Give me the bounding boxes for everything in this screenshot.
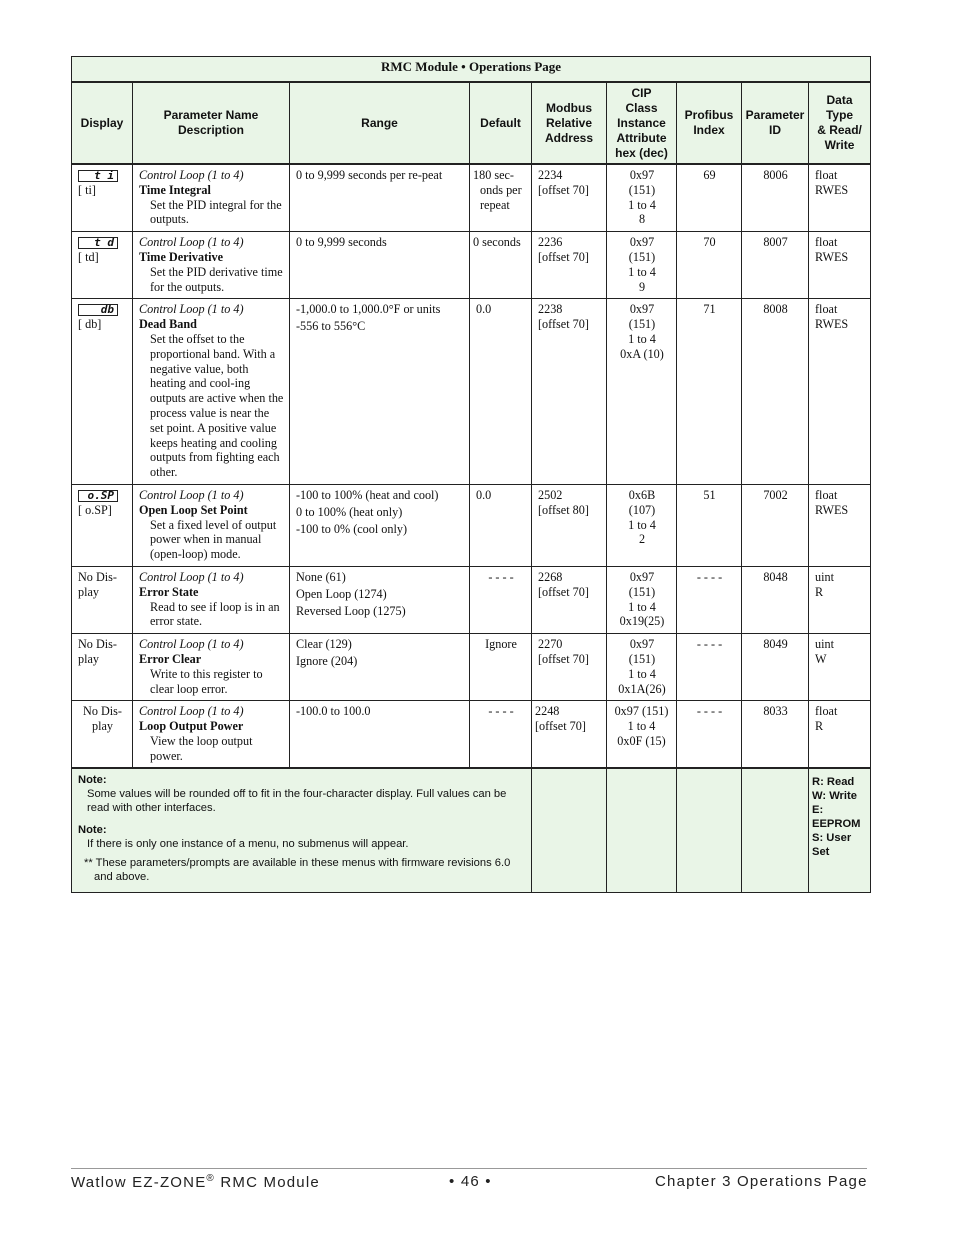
modbus-cell: 2248 [offset 70] xyxy=(532,701,607,769)
profibus-cell: 71 xyxy=(677,299,742,485)
range-cell: None (61) Open Loop (1274) Reversed Loop (1275) xyxy=(290,566,470,633)
cip-cell: 0x97 (151) 1 to 4 9 xyxy=(607,232,677,299)
table-row xyxy=(72,299,871,485)
modbus-cell: 2268 [offset 70] xyxy=(532,566,607,633)
footer-chapter: Chapter 3 Operations Page xyxy=(655,1173,868,1190)
data-type-cell: float RWES xyxy=(809,299,871,485)
data-type-cell: uint W xyxy=(809,634,871,701)
display-cell: t i [ ti] xyxy=(72,164,133,232)
modbus-cell: 2270 [offset 70] xyxy=(532,634,607,701)
default-cell: - - - - xyxy=(470,701,532,769)
range-cell: -100.0 to 100.0 xyxy=(290,701,470,769)
table-row xyxy=(72,566,871,633)
parameter-id-cell: 7002 xyxy=(742,484,809,566)
display-cell: db [ db] xyxy=(72,299,133,485)
modbus-cell: 2238 [offset 70] xyxy=(532,299,607,485)
profibus-cell: 69 xyxy=(677,164,742,232)
profibus-cell: 51 xyxy=(677,484,742,566)
default-cell: - - - - xyxy=(470,566,532,633)
modbus-cell: 2502 [offset 80] xyxy=(532,484,607,566)
header-range: Range xyxy=(290,82,470,164)
note-label: Note: xyxy=(78,774,107,787)
note-text: Some values will be rounded off to fit in the four-character display. Full values can be read with other interfaces. xyxy=(87,788,507,815)
default-cell: 0 seconds xyxy=(470,232,532,299)
parameter-cell: Control Loop (1 to 4) Time Integral Set the PID integral for the outputs. xyxy=(133,164,290,232)
header-row xyxy=(72,82,871,164)
profibus-cell: - - - - xyxy=(677,701,742,769)
data-type-cell: float RWES xyxy=(809,164,871,232)
footer-divider xyxy=(71,1168,867,1169)
cip-cell: 0x97 (151) 1 to 4 0x0F (15) xyxy=(607,701,677,769)
parameter-cell: Control Loop (1 to 4) Error State Read to see if loop is in an error state. xyxy=(133,566,290,633)
parameter-id-cell: 8048 xyxy=(742,566,809,633)
note-text: ** These parameters/prompts are available in these menus with firmware revisions 6.0 and above. xyxy=(84,857,511,884)
header-profibus: Profibus Index xyxy=(677,82,742,164)
parameter-cell: Control Loop (1 to 4) Open Loop Set Point Set a fixed level of output power when in manual (open-loop) mode. xyxy=(133,484,290,566)
range-cell: -100 to 100% (heat and cool) 0 to 100% (heat only) -100 to 0% (cool only) xyxy=(290,484,470,566)
notes-cell xyxy=(72,768,532,893)
footer-page-number: • 46 • xyxy=(449,1173,492,1190)
legend-item: W: Write xyxy=(812,790,857,803)
parameter-id-cell: 8006 xyxy=(742,164,809,232)
table-row xyxy=(72,634,871,701)
modbus-cell: 2236 [offset 70] xyxy=(532,232,607,299)
parameter-id-cell: 8049 xyxy=(742,634,809,701)
range-cell: 0 to 9,999 seconds xyxy=(290,232,470,299)
profibus-cell: - - - - xyxy=(677,634,742,701)
lcd-display: t d xyxy=(78,237,118,249)
table-row xyxy=(72,701,871,769)
notes-row xyxy=(72,768,871,893)
table-title: RMC Module • Operations Page xyxy=(72,57,871,83)
data-type-cell: uint R xyxy=(809,566,871,633)
cip-cell: 0x97 (151) 1 to 4 0x19(25) xyxy=(607,566,677,633)
data-type-cell: float RWES xyxy=(809,232,871,299)
display-cell: o.SP [ o.SP] xyxy=(72,484,133,566)
profibus-cell: 70 xyxy=(677,232,742,299)
notes-empty-cell xyxy=(532,768,607,893)
parameter-id-cell: 8007 xyxy=(742,232,809,299)
parameter-cell: Control Loop (1 to 4) Error Clear Write to this register to clear loop error. xyxy=(133,634,290,701)
data-type-cell: float R xyxy=(809,701,871,769)
parameter-id-cell: 8008 xyxy=(742,299,809,485)
lcd-display: o.SP xyxy=(78,490,118,502)
display-cell: t d [ td] xyxy=(72,232,133,299)
default-cell: Ignore xyxy=(470,634,532,701)
table-row xyxy=(72,232,871,299)
profibus-cell: - - - - xyxy=(677,566,742,633)
header-cip: CIP Class Instance Attribute hex (dec) xyxy=(607,82,677,164)
cip-cell: 0x97 (151) 1 to 4 8 xyxy=(607,164,677,232)
note-label: Note: xyxy=(78,824,107,837)
table-row xyxy=(72,484,871,566)
default-cell: 0.0 xyxy=(470,299,532,485)
display-cell: No Dis-play xyxy=(72,634,133,701)
parameter-cell: Control Loop (1 to 4) Loop Output Power View the loop output power. xyxy=(133,701,290,769)
notes-empty-cell xyxy=(742,768,809,893)
parameter-cell: Control Loop (1 to 4) Dead Band Set the offset to the proportional band. With a negative value, both heating and cool-ing outputs are active when the process value is near the set point. A positive value keeps heating and cooling outputs from fighting each other. xyxy=(133,299,290,485)
lcd-display: db xyxy=(78,304,118,316)
lcd-display: t i xyxy=(78,170,118,182)
header-display: Display xyxy=(72,82,133,164)
cip-cell: 0x6B (107) 1 to 4 2 xyxy=(607,484,677,566)
legend-cell xyxy=(809,768,871,893)
data-type-cell: float RWES xyxy=(809,484,871,566)
cip-cell: 0x97 (151) 1 to 4 0x1A(26) xyxy=(607,634,677,701)
display-cell: No Dis-play xyxy=(72,701,133,769)
default-cell: 180 sec-onds per repeat xyxy=(470,164,532,232)
parameter-cell: Control Loop (1 to 4) Time Derivative Set the PID derivative time for the outputs. xyxy=(133,232,290,299)
default-cell: 0.0 xyxy=(470,484,532,566)
cip-cell: 0x97 (151) 1 to 4 0xA (10) xyxy=(607,299,677,485)
footer-product: Watlow EZ-ZONE® RMC Module xyxy=(71,1173,320,1191)
header-modbus: Modbus Relative Address xyxy=(532,82,607,164)
notes-empty-cell xyxy=(677,768,742,893)
parameter-id-cell: 8033 xyxy=(742,701,809,769)
range-cell: -1,000.0 to 1,000.0°F or units -556 to 556°C xyxy=(290,299,470,485)
range-cell: Clear (129) Ignore (204) xyxy=(290,634,470,701)
legend-item: S: User Set xyxy=(812,832,852,859)
note-text: If there is only one instance of a menu, no submenus will appear. xyxy=(87,838,409,851)
legend-item: E: EEPROM xyxy=(812,804,861,831)
header-parameter-id: Parameter ID xyxy=(742,82,809,164)
legend-item: R: Read xyxy=(812,776,855,789)
header-data-type: Data Type & Read/ Write xyxy=(809,82,871,164)
notes-empty-cell xyxy=(607,768,677,893)
range-cell: 0 to 9,999 seconds per re-peat xyxy=(290,164,470,232)
header-default: Default xyxy=(470,82,532,164)
operations-table xyxy=(71,56,871,893)
table-row xyxy=(72,164,871,232)
modbus-cell: 2234 [offset 70] xyxy=(532,164,607,232)
display-cell: No Dis-play xyxy=(72,566,133,633)
header-parameter: Parameter Name Description xyxy=(133,82,290,164)
